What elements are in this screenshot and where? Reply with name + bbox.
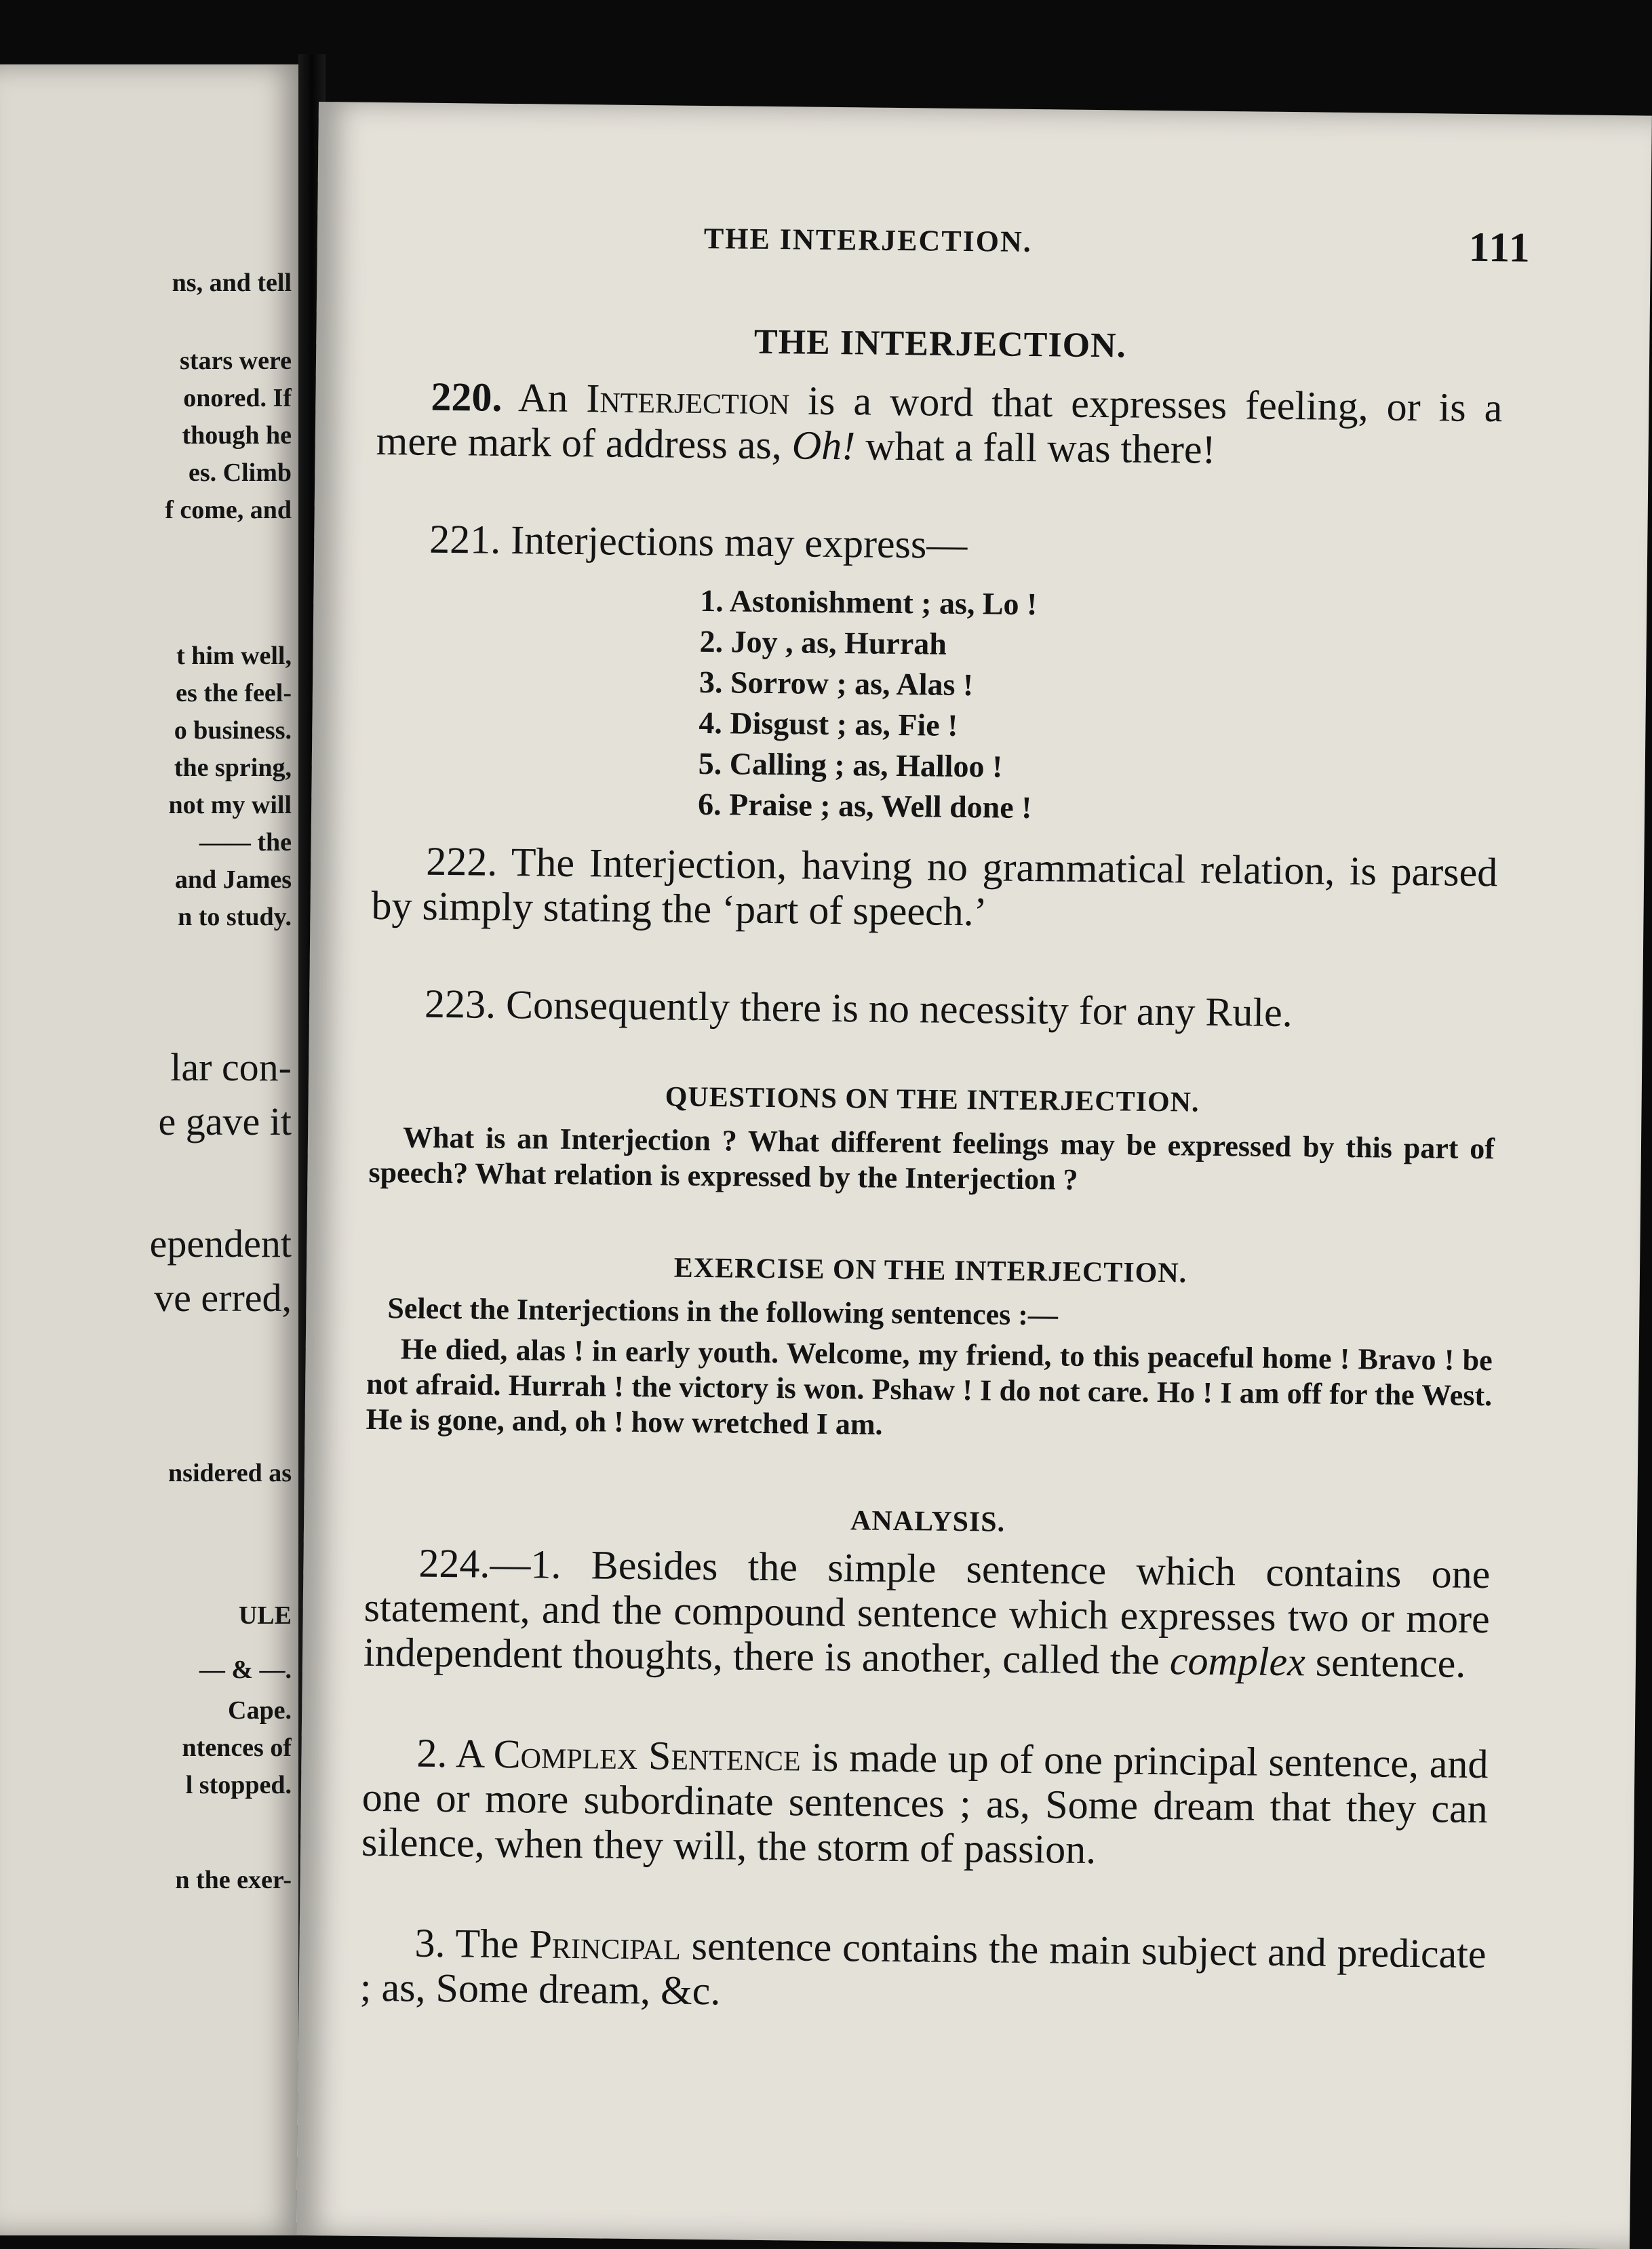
left-page-line: —— the [199,828,292,857]
questions-text: What is an Interjection ? What different feelings may be expressed by this part of speech? What relation is expressed by the Interjection ? [368,1120,1495,1196]
left-page [0,64,305,2235]
left-page-line: n the exer- [175,1866,292,1894]
paragraph-220 [376,374,1502,475]
exercise-instruction: Select the Interjections in the following sentences :— [387,1291,1059,1332]
analysis-paragraph-3 [360,1920,1487,2021]
left-page-line: and James [174,865,292,894]
left-page-line: — & —. [199,1656,292,1684]
exercise-title: EXERCISE ON THE INTERJECTION. [673,1252,1187,1289]
left-page-line: nsidered as [168,1459,292,1487]
paragraph-221 [375,516,1501,572]
left-page-line: es the feel- [176,679,292,707]
emphasis-term: complex [1169,1638,1306,1685]
right-page [296,102,1652,2249]
left-page-line: not my will [168,791,292,819]
paragraph-number: 220. [431,374,503,420]
paragraph-text: A [447,1731,494,1776]
paragraph-number: 222. [425,838,498,884]
paragraph-text: The [445,1921,530,1967]
page-content [359,102,1533,2014]
analysis-paragraph-2 [361,1730,1489,1876]
paragraph-text: Besides the simple sentence which contains one statement, and the compound sentence which expresses two or more independent thoughts, there is another, called the [363,1542,1491,1683]
analysis-title: ANALYSIS. [850,1505,1006,1538]
left-page-line: ntences of [182,1734,292,1762]
paragraph-text: Interjections may express— [500,517,968,568]
paragraph-number: 224.—1. [418,1540,562,1587]
paragraph-text: Consequently there is no necessity for any Rule. [495,981,1293,1036]
left-page-line: ve erred, [154,1276,292,1320]
paragraph-number: 2. [416,1730,448,1776]
paragraph-222 [371,838,1497,939]
defined-term: Complex Sentence [493,1731,802,1780]
left-page-line: o business. [174,716,292,745]
example-word: Oh! [791,423,856,469]
paragraph-number: 223. [424,981,496,1027]
left-page-line: onored. If [183,384,292,412]
questions-title: QUESTIONS ON THE INTERJECTION. [665,1081,1200,1118]
paragraph-text: An [502,374,587,421]
left-page-line: Cape. [228,1696,292,1725]
list-item: 4. Disgust ; as, Fie ! [699,705,958,743]
list-item: 5. Calling ; as, Halloo ! [698,745,1003,784]
left-page-line: ns, and tell [172,269,292,297]
list-item: 6. Praise ; as, Well done ! [697,786,1032,825]
paragraph-text: is made up of one principal sentence, and one or more subordinate sentences ; as, Some dream that they can silence, when they will, the storm of passion. [361,1734,1489,1873]
left-page-line: e gave it [158,1099,292,1143]
paragraph-text: The Interjection, having no grammatical relation, is parsed by simply stating the ‘part of speech.’ [371,839,1498,935]
page-number: 111 [1468,224,1532,271]
left-page-line: es. Climb [189,458,292,487]
left-page-line: ULE [238,1601,292,1630]
defined-term: Interjection [586,376,790,423]
paragraph-text: what a fall was there! [854,423,1216,472]
paragraph-text: sentence. [1305,1639,1466,1686]
paragraph-text: sentence contains the main subject and predicate ; as, Some dream, &c. [359,1923,1487,2014]
list-item: 1. Astonishment ; as, Lo ! [700,583,1038,622]
left-page-line: f come, and [165,496,292,524]
list-item: 2. Joy , as, Hurrah [699,623,947,661]
section-title: THE INTERJECTION. [753,322,1126,366]
list-item: 3. Sorrow ; as, Alas ! [699,664,974,703]
left-page-line: the spring, [174,754,292,782]
paragraph-number: 221. [429,516,501,562]
paragraph-number: 3. [414,1920,446,1966]
left-page-line: lar con- [170,1045,292,1089]
paragraph-223 [370,981,1497,1037]
left-page-line: l stopped. [185,1771,292,1799]
running-head-title: THE INTERJECTION. [703,221,1033,259]
left-page-line: stars were [180,347,292,375]
interjection-list [698,581,1379,832]
left-page-line: though he [182,421,292,450]
left-page-line: ependent [149,1221,292,1266]
left-page-line: n to study. [178,903,292,931]
exercise-text: He died, alas ! in early youth. Welcome, my friend, to this peaceful home ! Bravo ! be not afraid. Hurrah ! the victory is won. Pshaw ! I do not care. Ho ! I am off for the West. He is gone, and, oh ! how wretched I am. [366,1332,1493,1441]
defined-term: Principal [529,1921,682,1968]
paragraph-text: is a word that expresses feeling, or is a mere mark of address as, [376,378,1503,468]
analysis-paragraph-1 [363,1540,1491,1686]
left-page-line: t him well, [176,642,292,670]
running-head [378,218,1532,271]
